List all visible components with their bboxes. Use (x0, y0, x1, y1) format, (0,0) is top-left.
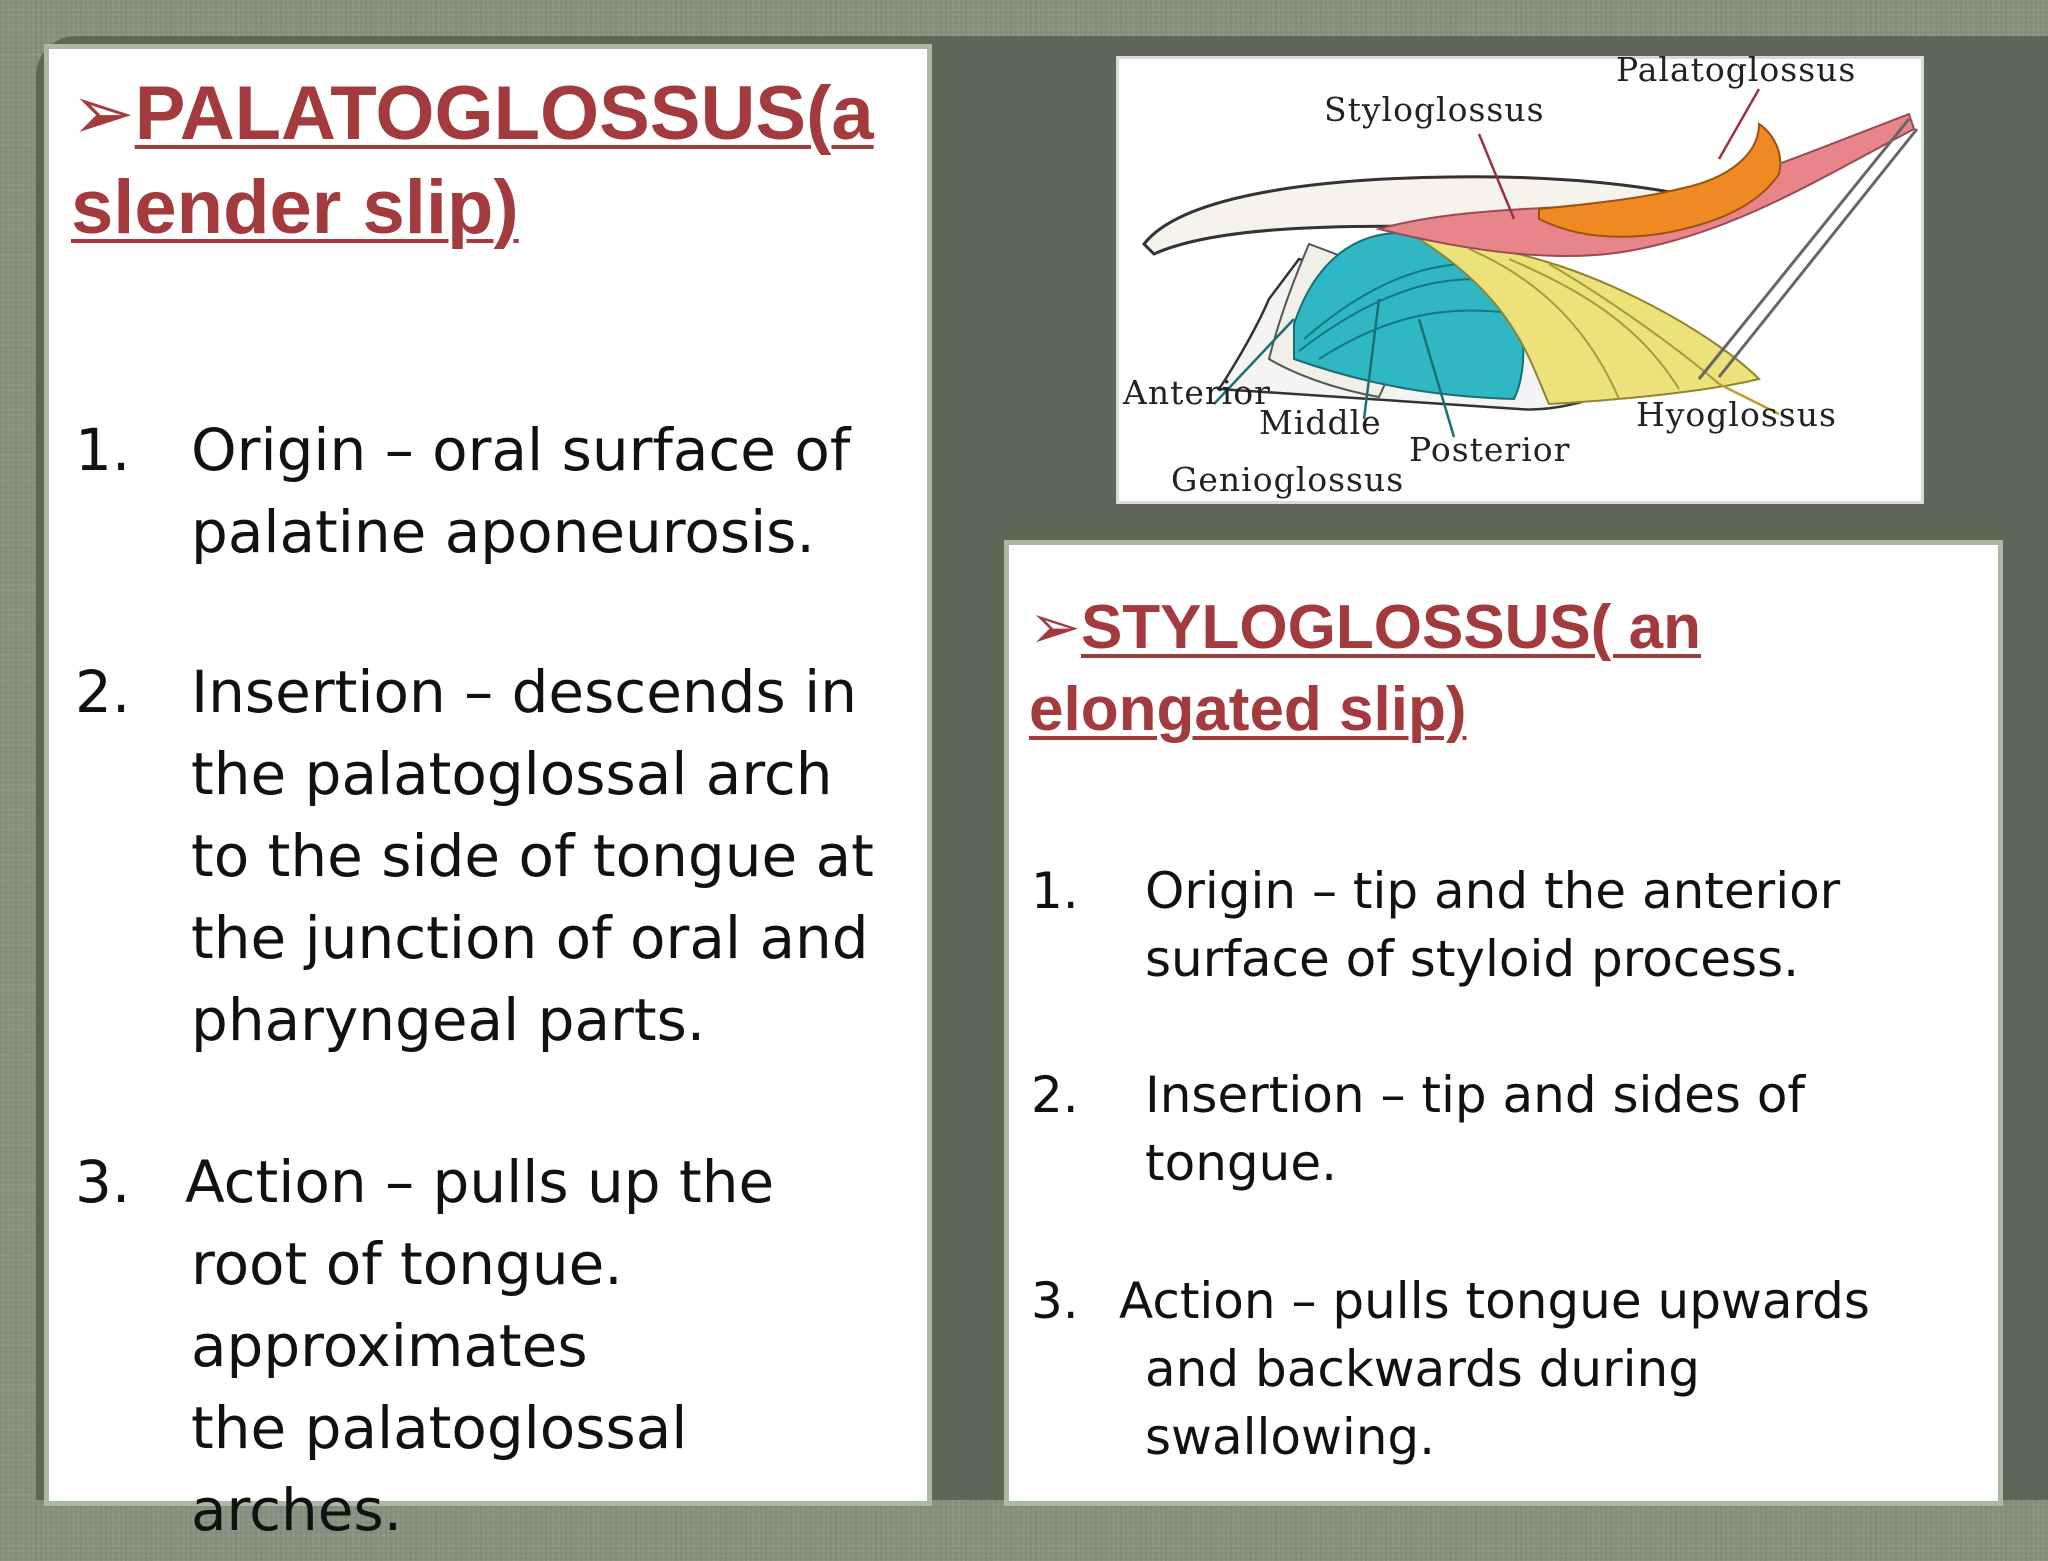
palatoglossus-heading (71, 67, 921, 255)
styloglossus-heading-text: STYLOGLOSSUS( an elongated slip) (1029, 593, 1702, 744)
item-lead-text: Action – pulls tongue upwards (1119, 1272, 1870, 1330)
list-item (1031, 857, 1991, 997)
palatoglossus-heading-text: PALATOGLOSSUS(a slender slip) (71, 71, 874, 250)
item-text: Origin – oral surface of palatine aponeurosis. (191, 416, 851, 566)
item-text: Insertion – descends in the palatoglossal arch to the side of tongue at the junction of oral and pharyngeal parts. (191, 658, 874, 1054)
list-item (75, 1141, 935, 1561)
diagram-svg (1119, 50, 1921, 501)
list-item (75, 651, 935, 1071)
styloglossus-panel (1004, 540, 2003, 1506)
hyoglossus-label: Hyoglossus (1636, 395, 1837, 434)
item-text: Origin – tip and the anterior surface of styloid process. (1145, 862, 1841, 988)
item-number: 1. (1031, 862, 1079, 920)
arrow-bullet-icon: ➢ (1029, 593, 1081, 662)
item-text: and backwards during swallowing. (1145, 1340, 1700, 1466)
styloglossus-label: Styloglossus (1324, 90, 1545, 129)
tongue-muscles-diagram (1116, 50, 1924, 504)
genioglossus-label: Genioglossus (1171, 460, 1405, 499)
item-number: 3. (75, 1148, 131, 1216)
list-item (1031, 1061, 1991, 1201)
palatoglossus-panel (44, 44, 932, 1544)
palatoglossus-label: Palatoglossus (1616, 50, 1857, 89)
middle-label: Middle (1259, 403, 1382, 442)
item-number: 2. (1031, 1066, 1079, 1124)
posterior-label: Posterior (1409, 430, 1571, 469)
item-text: Insertion – tip and sides of tongue. (1145, 1066, 1806, 1192)
list-item (75, 409, 935, 579)
arrow-bullet-icon: ➢ (71, 71, 135, 156)
item-lead-text: Action – pulls up the (185, 1148, 775, 1216)
styloglossus-heading (1029, 587, 1969, 751)
item-number: 2. (75, 658, 131, 726)
item-number: 1. (75, 416, 131, 484)
list-item (1031, 1267, 1991, 1477)
item-number: 3. (1031, 1272, 1079, 1330)
item-text: root of tongue. approximates the palatoglossal arches. (191, 1230, 688, 1544)
anterior-label: Anterior (1123, 373, 1271, 412)
